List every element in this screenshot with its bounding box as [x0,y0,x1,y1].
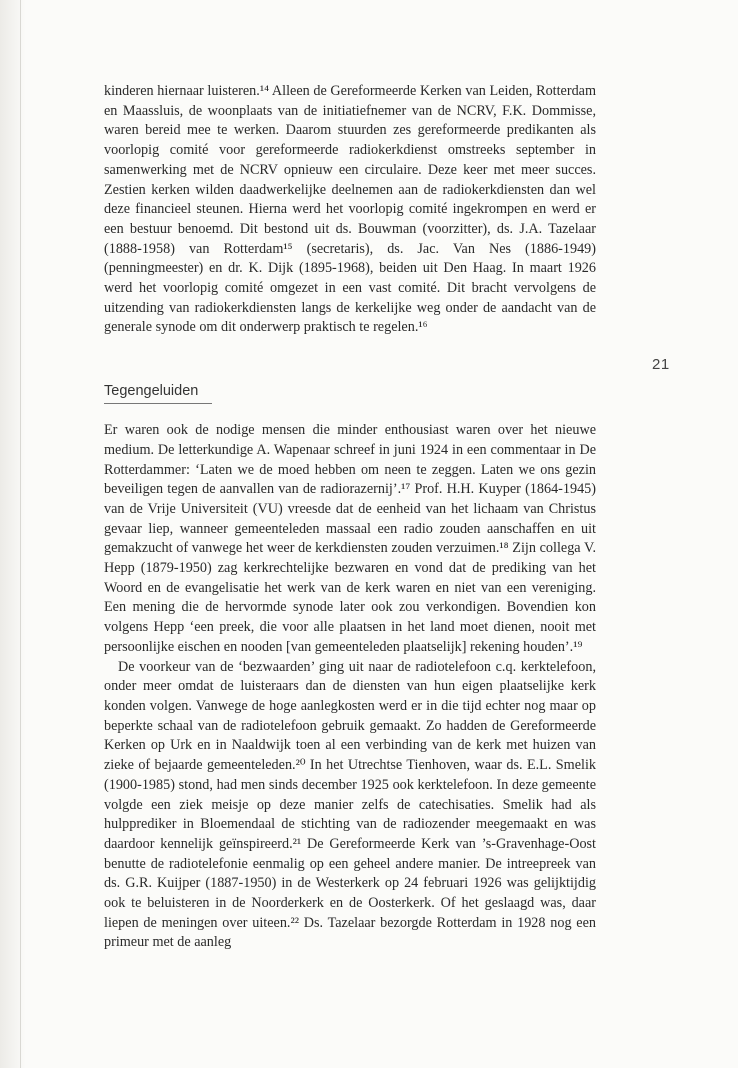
page-number: 21 [652,356,670,373]
paragraph-tegengeluiden-2: De voorkeur van de ‘bezwaarden’ ging uit naar de radiotelefoon c.q. kerktelefoon, onder meer omdat de luisteraars dan de diensten van hun eigen plaatselijke kerk konden volgen. Vanwege de hoge aanlegkosten werd er in die tijd echter nog maar op beperkte schaal van de radiotelefoon gebruik gemaakt. Zo hadden de Gereformeerde Kerken op Urk en in Naaldwijk toen al een verbinding van de kerk met huizen van zieke of bejaarde gemeenteleden.²⁰ In het Utrechtse Tienhoven, waar ds. E.L. Smelik (1900-1985) stond, had men sinds december 1925 ook kerktelefoon. In deze gemeente volgde een ziek meisje op deze manier zelfs de catechisaties. Smelik had als hulpprediker in Bloemendaal de stichting van de radiozender meegemaakt en was daardoor kennelijk geïnspireerd.²¹ De Gereformeerde Kerk van ’s-Gravenhage-Oost benutte de radiotelefonie eenmalig op een geheel andere manier. De intreepreek van ds. G.R. Kuijper (1887-1950) in de Westerkerk op 24 februari 1926 was gelijktijdig ook te beluisteren in de Noorderkerk en de Oosterkerk. Of het geslaagd was, daar liepen de meningen over uiteen.²² Ds. Tazelaar bezorgde Rotterdam in 1928 nog een primeur met de aanleg [104,658,596,951]
heading-underline [104,403,212,404]
gutter-line [20,0,21,1068]
body-text [104,82,596,953]
page-gutter [0,0,26,1068]
section-heading: Tegengeluiden [104,383,199,400]
paragraph-tegengeluiden-1: Er waren ook de nodige mensen die minder enthousiast waren over het nieuwe medium. De letterkundige A. Wapenaar schreef in juni 1924 in een commentaar in De Rotterdammer: ‘Laten we de moed hebben om neen te zeggen. Laten we ons gezin beveiligen tegen de aanvallen van de radiorazernij’.¹⁷ Prof. H.H. Kuyper (1864-1945) van de Vrije Universiteit (VU) vreesde dat de eenheid van het lichaam van Christus gevaar liep, wanneer gemeenteleden massaal een radio zouden aanschaffen en uit gemakzucht of vanwege het weer de kerkdiensten zouden verzuimen.¹⁸ Zijn collega V. Hepp (1879-1950) zag kerkrechtelijke bezwaren en vond dat de prediking van het Woord en de evangelisatie het werk van de kerk waren en niet van een vereniging. Een mening die de hervormde synode later ook zou verkondigen. Bovendien kon volgens Hepp ‘een preek, die voor alle plaatsen in het land moet dienen, nooit met persoonlijke eischen en nooden [van gemeenteleden plaatselijk] rekening houden’.¹⁹ [104,422,596,655]
paragraph-intro: kinderen hiernaar luisteren.¹⁴ Alleen de Gereformeerde Kerken van Leiden, Rotterdam en Maassluis, de woonplaats van de initiatiefnemer van de NCRV, F.K. Dommisse, waren bereid mee te werken. Daarom stuurden zes gereformeerde predikanten als voorlopig comité voor gereformeerde radiokerkdienst omstreeks september in samenwerking met de NCRV opnieuw een circulaire. Deze keer met meer succes. Zestien kerken wilden daadwerkelijke deelnemen aan de radiokerkdiensten dan wel deze financieel steunen. Hierna werd het voorlopig comité ingekrompen en werd er een bestuur benoemd. Dit bestond uit ds. Bouwman (voorzitter), ds. J.A. Tazelaar (1888-1958) van Rotterdam¹⁵ (secretaris), ds. Jac. Van Nes (1886-1949) (penningmeester) en dr. K. Dijk (1895-1968), beiden uit Den Haag. In maart 1926 werd het voorlopig comité omgezet in een vast comité. Dit bracht vervolgens de uitzending van radiokerkdiensten langs de kerkelijke weg onder de aandacht van de generale synode om dit onderwerp praktisch te regelen.¹⁶ [104,83,596,336]
